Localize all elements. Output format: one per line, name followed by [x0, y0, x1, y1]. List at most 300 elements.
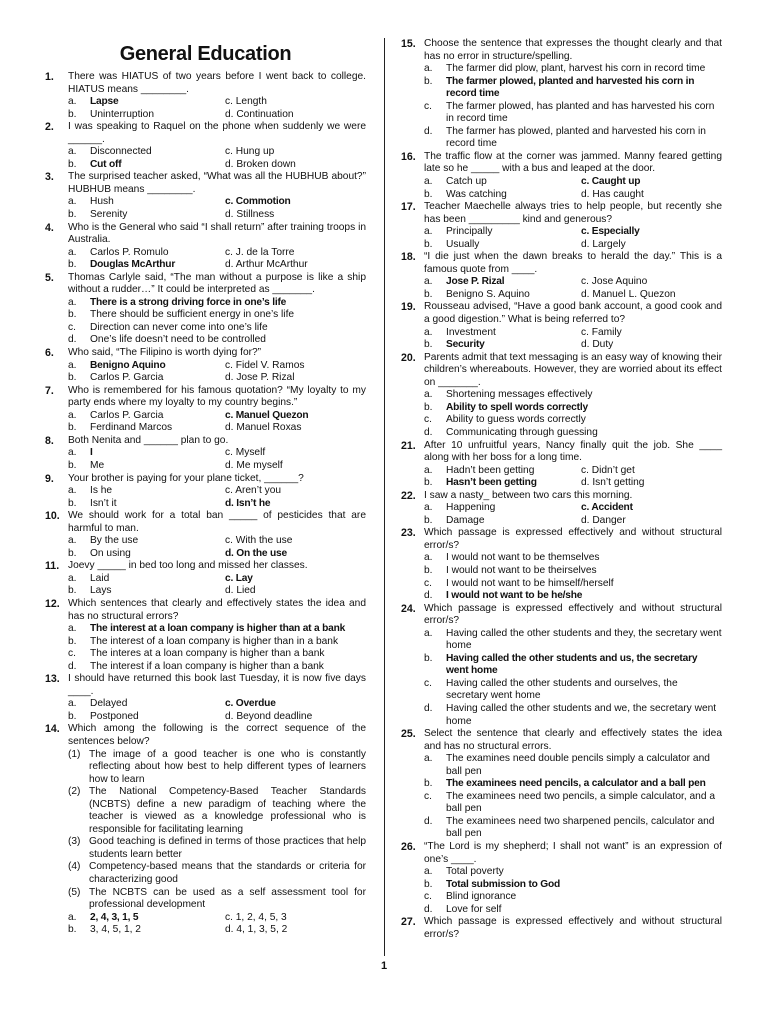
- option: [225, 159, 366, 172]
- option: [424, 239, 581, 252]
- option-text: Ferdinand Marcos: [90, 422, 173, 434]
- option-text: d. Has caught: [581, 188, 644, 200]
- answer-option: [68, 297, 366, 310]
- question-number: 6.: [45, 347, 54, 360]
- option-text: Shortening messages effectively: [446, 389, 593, 401]
- option-text: There should be sufficient energy in one’s life: [90, 309, 295, 321]
- question-text: Which passage is expressed effectively and without structural error/s?: [424, 527, 722, 551]
- question-number: 25.: [401, 728, 416, 741]
- option-text: Having called the other students and ourselves, the secretary went home: [446, 677, 678, 702]
- option: [581, 515, 722, 528]
- option-text: Damage: [446, 514, 485, 526]
- page-number: 1: [380, 960, 388, 972]
- option: [68, 485, 225, 498]
- options: [424, 226, 722, 251]
- question: [401, 728, 722, 841]
- option-text: d. Manuel Roxas: [225, 422, 302, 434]
- option-text: d. Broken down: [225, 158, 296, 170]
- option-text: c. Length: [225, 96, 267, 108]
- question-text: Which among the following is the correct sequence of the sentences below?: [68, 723, 366, 747]
- options: [424, 276, 722, 301]
- answer-option: [581, 226, 722, 239]
- option-text: d. Arthur McArthur: [225, 259, 308, 271]
- question: [401, 151, 722, 201]
- option: [581, 239, 722, 252]
- question-number: 2.: [45, 121, 54, 134]
- option: [225, 259, 366, 272]
- options: [68, 485, 366, 510]
- option: [225, 585, 366, 598]
- option-text: Blind ignorance: [446, 891, 517, 903]
- options: [68, 360, 366, 385]
- option: [581, 327, 722, 340]
- question-text: We should work for a total ban _____ of pesticides that are harmful to man.: [68, 510, 366, 534]
- question-number: 8.: [45, 434, 54, 447]
- question-number: 10.: [45, 510, 60, 523]
- answer-option: [225, 498, 366, 511]
- answer-option: [424, 590, 722, 603]
- question: [45, 222, 366, 272]
- option: [225, 360, 366, 373]
- option: [424, 816, 722, 841]
- answer-option: [424, 879, 722, 892]
- option: [424, 891, 722, 904]
- option-text: c. Especially: [581, 226, 640, 238]
- option: [225, 460, 366, 473]
- option: [68, 109, 225, 122]
- answer-option: [68, 159, 225, 172]
- options: [424, 63, 722, 151]
- option: [225, 447, 366, 460]
- answer-option: [424, 76, 722, 101]
- option-text: I would not want to be himself/herself: [446, 577, 614, 589]
- option-letter: a.: [424, 627, 433, 639]
- question-text: I should have returned this book last Tuesday, it is now five days ____.: [68, 673, 366, 697]
- answer-option: [68, 447, 225, 460]
- question-text: After 10 unfruitful years, Nancy finally quit the job. She ____ along with her boss for a long time.: [424, 439, 722, 464]
- question-number: 20.: [401, 351, 416, 364]
- option: [68, 711, 225, 724]
- answer-option: [225, 548, 366, 561]
- option-letter: a.: [424, 464, 433, 476]
- option-text: The examinees need pencils, a calculator and a ball pen: [446, 778, 706, 790]
- option-letter: b.: [424, 75, 433, 87]
- option-letter: c.: [424, 790, 432, 802]
- option: [225, 711, 366, 724]
- option: [225, 535, 366, 548]
- right-column: [401, 38, 722, 941]
- sequence-number: (3): [68, 836, 81, 848]
- column-divider: [384, 38, 385, 956]
- question-text: Parents admit that text messaging is an easy way of knowing their children’s whereabouts. However, they are worried about its effect on _______.: [424, 351, 722, 388]
- option-text: Having called the other students and us, the secretary went home: [446, 652, 698, 677]
- options: [424, 552, 722, 602]
- question-number: 11.: [45, 560, 60, 573]
- answer-option: [225, 410, 366, 423]
- option-text: c. Hung up: [225, 146, 275, 158]
- option-text: Uninterruption: [90, 108, 154, 120]
- sequence-item: [68, 887, 366, 912]
- question-text: I saw a nasty_ between two cars this morning.: [424, 489, 633, 501]
- option-letter: d.: [68, 334, 77, 346]
- option-text: Hush: [90, 196, 114, 208]
- option-letter: b.: [68, 459, 77, 471]
- option-letter: d.: [68, 660, 77, 672]
- option-letter: b.: [68, 585, 77, 597]
- option: [424, 189, 581, 202]
- question-text: “I die just when the dawn breaks to herald the day.” This is a famous quote from ____.: [424, 251, 722, 275]
- option-text: There is a strong driving force in one’s life: [90, 296, 287, 308]
- option: [68, 334, 366, 347]
- option: [424, 327, 581, 340]
- question-text: The surprised teacher asked, “What was all the HUBHUB about?” HUBHUB means ________.: [68, 171, 366, 195]
- option: [424, 515, 581, 528]
- option-letter: b.: [424, 238, 433, 250]
- option-text: Was catching: [446, 188, 507, 200]
- answer-option: [225, 698, 366, 711]
- option: [424, 502, 581, 515]
- option: [68, 498, 225, 511]
- option: [424, 904, 722, 917]
- question-number: 9.: [45, 472, 54, 485]
- option: [68, 322, 366, 335]
- option: [581, 477, 722, 490]
- option-text: d. Isn’t getting: [581, 477, 645, 489]
- options: [424, 628, 722, 728]
- option: [225, 912, 366, 925]
- option-letter: c.: [424, 414, 432, 426]
- options: [68, 623, 366, 673]
- option-text: One’s life doesn’t need to be controlled: [90, 334, 266, 346]
- option: [68, 410, 225, 423]
- answer-option: [68, 259, 225, 272]
- option: [225, 247, 366, 260]
- answer-option: [68, 623, 366, 636]
- option-text: Isn’t it: [90, 497, 117, 509]
- option-text: The interest at a loan company is higher than at a bank: [90, 623, 346, 635]
- option-text: Carlos P. Romulo: [90, 246, 169, 258]
- question: [45, 560, 366, 598]
- question-number: 3.: [45, 171, 54, 184]
- option-letter: b.: [68, 635, 77, 647]
- option-letter: d.: [424, 590, 433, 602]
- option: [225, 96, 366, 109]
- option-text: Ability to guess words correctly: [446, 414, 586, 426]
- option-text: Carlos P. Garcia: [90, 372, 164, 384]
- option: [424, 63, 722, 76]
- question-number: 17.: [401, 201, 416, 214]
- option-letter: a.: [68, 409, 77, 421]
- option-letter: b.: [424, 339, 433, 351]
- option-letter: b.: [424, 652, 433, 664]
- option-text: d. Manuel L. Quezon: [581, 288, 676, 300]
- option: [424, 465, 581, 478]
- option-text: Security: [446, 339, 485, 351]
- question: [45, 347, 366, 385]
- question-number: 23.: [401, 527, 416, 540]
- option-text: c. Caught up: [581, 176, 641, 188]
- option-text: Laid: [90, 572, 110, 584]
- option-text: c. Didn’t get: [581, 464, 635, 476]
- option-text: c. 1, 2, 4, 5, 3: [225, 911, 287, 923]
- option-letter: b.: [424, 188, 433, 200]
- option-text: d. Beyond deadline: [225, 710, 313, 722]
- option: [68, 585, 225, 598]
- option: [68, 698, 225, 711]
- question: [401, 440, 722, 490]
- option: [225, 109, 366, 122]
- option-text: d. On the use: [225, 547, 287, 559]
- question-text: Your brother is paying for your plane ticket, ______?: [68, 472, 304, 484]
- question-text: Choose the sentence that expresses the thought clearly and that has no error in structure/spelling.: [424, 38, 722, 62]
- option-text: d. Stillness: [225, 209, 275, 221]
- option: [68, 247, 225, 260]
- question: [45, 510, 366, 560]
- option: [68, 196, 225, 209]
- question-number: 21.: [401, 439, 416, 452]
- option-text: Lapse: [90, 96, 119, 108]
- option-text: The farmer has plowed, planted and harvested his corn in record time: [446, 125, 706, 150]
- option-letter: a.: [68, 535, 77, 547]
- sequence-text: The image of a good teacher is one who is constantly reflecting about how best to help different types of learners how to learn: [89, 748, 366, 785]
- answer-option: [68, 360, 225, 373]
- options: [424, 502, 722, 527]
- answer-option: [68, 96, 225, 109]
- option-text: c. Manuel Quezon: [225, 409, 309, 421]
- option: [581, 189, 722, 202]
- option-letter: b.: [68, 710, 77, 722]
- option: [68, 460, 225, 473]
- answer-option: [225, 196, 366, 209]
- question-text: I was speaking to Raquel on the phone when suddenly we were ______.: [68, 121, 366, 145]
- option-text: The interest of a loan company is higher than in a bank: [90, 635, 339, 647]
- answer-option: [424, 402, 722, 415]
- page-title: General Education: [119, 43, 292, 65]
- option-letter: a.: [424, 753, 433, 765]
- question: [45, 723, 366, 936]
- option-letter: d.: [424, 125, 433, 137]
- option: [225, 422, 366, 435]
- option: [68, 535, 225, 548]
- answer-option: [424, 477, 581, 490]
- question: [401, 603, 722, 728]
- question: [401, 841, 722, 916]
- options: [68, 247, 366, 272]
- option: [424, 866, 722, 879]
- option: [68, 422, 225, 435]
- option-letter: b.: [68, 547, 77, 559]
- options: [68, 96, 366, 121]
- question-number: 5.: [45, 271, 54, 284]
- option-text: Principally: [446, 226, 493, 238]
- option-text: Communicating through guessing: [446, 426, 598, 438]
- sequence-number: (2): [68, 786, 81, 798]
- option: [424, 427, 722, 440]
- option-letter: a.: [68, 698, 77, 710]
- option-letter: c.: [424, 891, 432, 903]
- option-letter: b.: [68, 259, 77, 271]
- option-text: Benigno S. Aquino: [446, 288, 530, 300]
- question: [45, 598, 366, 673]
- question: [401, 38, 722, 151]
- option-letter: a.: [424, 63, 433, 75]
- question-text: Which passage is expressed effectively and without structural error/s?: [424, 916, 722, 940]
- option: [424, 703, 722, 728]
- option-text: d. Largely: [581, 238, 626, 250]
- option: [424, 628, 722, 653]
- question: [45, 71, 366, 121]
- answer-option: [581, 176, 722, 189]
- option-letter: b.: [424, 514, 433, 526]
- option-letter: c.: [68, 321, 76, 333]
- option-text: I: [90, 447, 93, 459]
- question: [45, 673, 366, 723]
- option-text: Hadn’t been getting: [446, 464, 535, 476]
- option-text: The examinees need two pencils, a simple calculator, and a ball pen: [446, 790, 715, 815]
- option-letter: c.: [424, 100, 432, 112]
- option: [225, 209, 366, 222]
- options: [424, 389, 722, 439]
- option-letter: a.: [68, 296, 77, 308]
- option-letter: b.: [424, 477, 433, 489]
- option-text: Total poverty: [446, 866, 504, 878]
- option: [424, 791, 722, 816]
- option-letter: d.: [424, 903, 433, 915]
- option: [225, 485, 366, 498]
- option: [424, 289, 581, 302]
- question-text: Who said, “The Filipino is worth dying for?”: [68, 347, 262, 359]
- option-letter: d.: [424, 815, 433, 827]
- question-number: 12.: [45, 597, 60, 610]
- question-text: Teacher Maechelle always tries to help people, but recently she has been _________ kind and generous?: [424, 201, 722, 225]
- option-text: 3, 4, 5, 1, 2: [90, 924, 141, 936]
- option-letter: a.: [424, 502, 433, 514]
- question: [45, 121, 366, 171]
- option-letter: b.: [424, 778, 433, 790]
- option-letter: a.: [68, 146, 77, 158]
- option-text: c. Jose Aquino: [581, 276, 648, 288]
- option: [581, 465, 722, 478]
- question-number: 27.: [401, 916, 416, 929]
- options: [68, 297, 366, 347]
- sequence-text: Competency-based means that the standards or criteria for characterizing good: [89, 861, 366, 885]
- question: [45, 473, 366, 511]
- options: [424, 176, 722, 201]
- option-text: d. Continuation: [225, 108, 294, 120]
- option-letter: a.: [68, 572, 77, 584]
- option: [68, 648, 366, 661]
- option: [68, 924, 225, 937]
- options: [424, 465, 722, 490]
- option-text: The farmer plowed, planted and harvested his corn in record time: [446, 75, 695, 100]
- option-text: Cut off: [90, 158, 122, 170]
- option-letter: b.: [424, 564, 433, 576]
- option-letter: a.: [68, 485, 77, 497]
- option: [581, 339, 722, 352]
- option-text: Having called the other students and we, the secretary went home: [446, 702, 717, 727]
- question: [401, 352, 722, 440]
- option-letter: a.: [68, 96, 77, 108]
- option-letter: d.: [424, 426, 433, 438]
- question-number: 1.: [45, 71, 54, 83]
- question-list-left: [45, 71, 366, 937]
- sequence-item: [68, 786, 366, 836]
- options: [424, 753, 722, 841]
- sequence-number: (5): [68, 886, 81, 898]
- option-text: d. Lied: [225, 585, 256, 597]
- option: [581, 276, 722, 289]
- options: [424, 866, 722, 916]
- question: [45, 435, 366, 473]
- option: [424, 389, 722, 402]
- option: [424, 226, 581, 239]
- question-text: Joevy _____ in bed too long and missed her classes.: [68, 560, 308, 572]
- option-text: Serenity: [90, 209, 128, 221]
- question-text: The traffic flow at the corner was jammed. Manny feared getting late so he _____ with a bus and leaped at the door.: [424, 150, 722, 175]
- option-text: d. 4, 1, 3, 5, 2: [225, 924, 288, 936]
- answer-option: [581, 502, 722, 515]
- sequence-number: (1): [68, 748, 81, 760]
- question-list-right: [401, 38, 722, 941]
- option: [68, 661, 366, 674]
- option-text: d. Me myself: [225, 459, 283, 471]
- question: [401, 527, 722, 602]
- options: [68, 698, 366, 723]
- option-text: Ability to spell words correctly: [446, 401, 588, 413]
- option-letter: a.: [68, 447, 77, 459]
- option: [424, 126, 722, 151]
- option-letter: a.: [424, 866, 433, 878]
- option-letter: b.: [68, 309, 77, 321]
- question: [45, 272, 366, 347]
- sequence-text: The NCBTS can be used as a self assessment tool for professional development: [89, 886, 366, 911]
- question-text: Select the sentence that clearly and effectively states the idea and has no structural errors.: [424, 728, 722, 752]
- question-number: 15.: [401, 38, 416, 50]
- options: [68, 912, 366, 937]
- option: [424, 753, 722, 778]
- sequence-item: [68, 836, 366, 861]
- option-text: I would not want to be he/she: [446, 590, 583, 602]
- question-number: 13.: [45, 673, 60, 686]
- option-text: d. Isn’t he: [225, 497, 271, 509]
- option-text: c. Overdue: [225, 698, 276, 710]
- option-letter: a.: [68, 911, 77, 923]
- option-text: c. Fidel V. Ramos: [225, 359, 305, 371]
- option-text: The examines need double pencils simply a calculator and ball pen: [446, 753, 710, 777]
- option-text: Love for self: [446, 903, 502, 915]
- question-text: Rousseau advised, “Have a good bank account, a good cook and a good digestion.” What is being referred to?: [424, 301, 722, 326]
- option-letter: c.: [424, 677, 432, 689]
- option-text: Postponed: [90, 710, 139, 722]
- answer-option: [424, 653, 722, 678]
- option-text: c. Myself: [225, 447, 266, 459]
- question: [45, 171, 366, 221]
- option-letter: b.: [68, 108, 77, 120]
- question: [401, 301, 722, 351]
- question: [401, 916, 722, 941]
- question-number: 16.: [401, 150, 416, 163]
- option-letter: a.: [424, 552, 433, 564]
- option-letter: c.: [68, 648, 76, 660]
- option: [68, 146, 225, 159]
- option-letter: c.: [424, 577, 432, 589]
- option-text: I would not want to be theirselves: [446, 564, 597, 576]
- option-text: Delayed: [90, 698, 128, 710]
- option-text: c. J. de la Torre: [225, 246, 295, 258]
- option-letter: b.: [424, 878, 433, 890]
- question-number: 14.: [45, 723, 60, 736]
- option: [424, 678, 722, 703]
